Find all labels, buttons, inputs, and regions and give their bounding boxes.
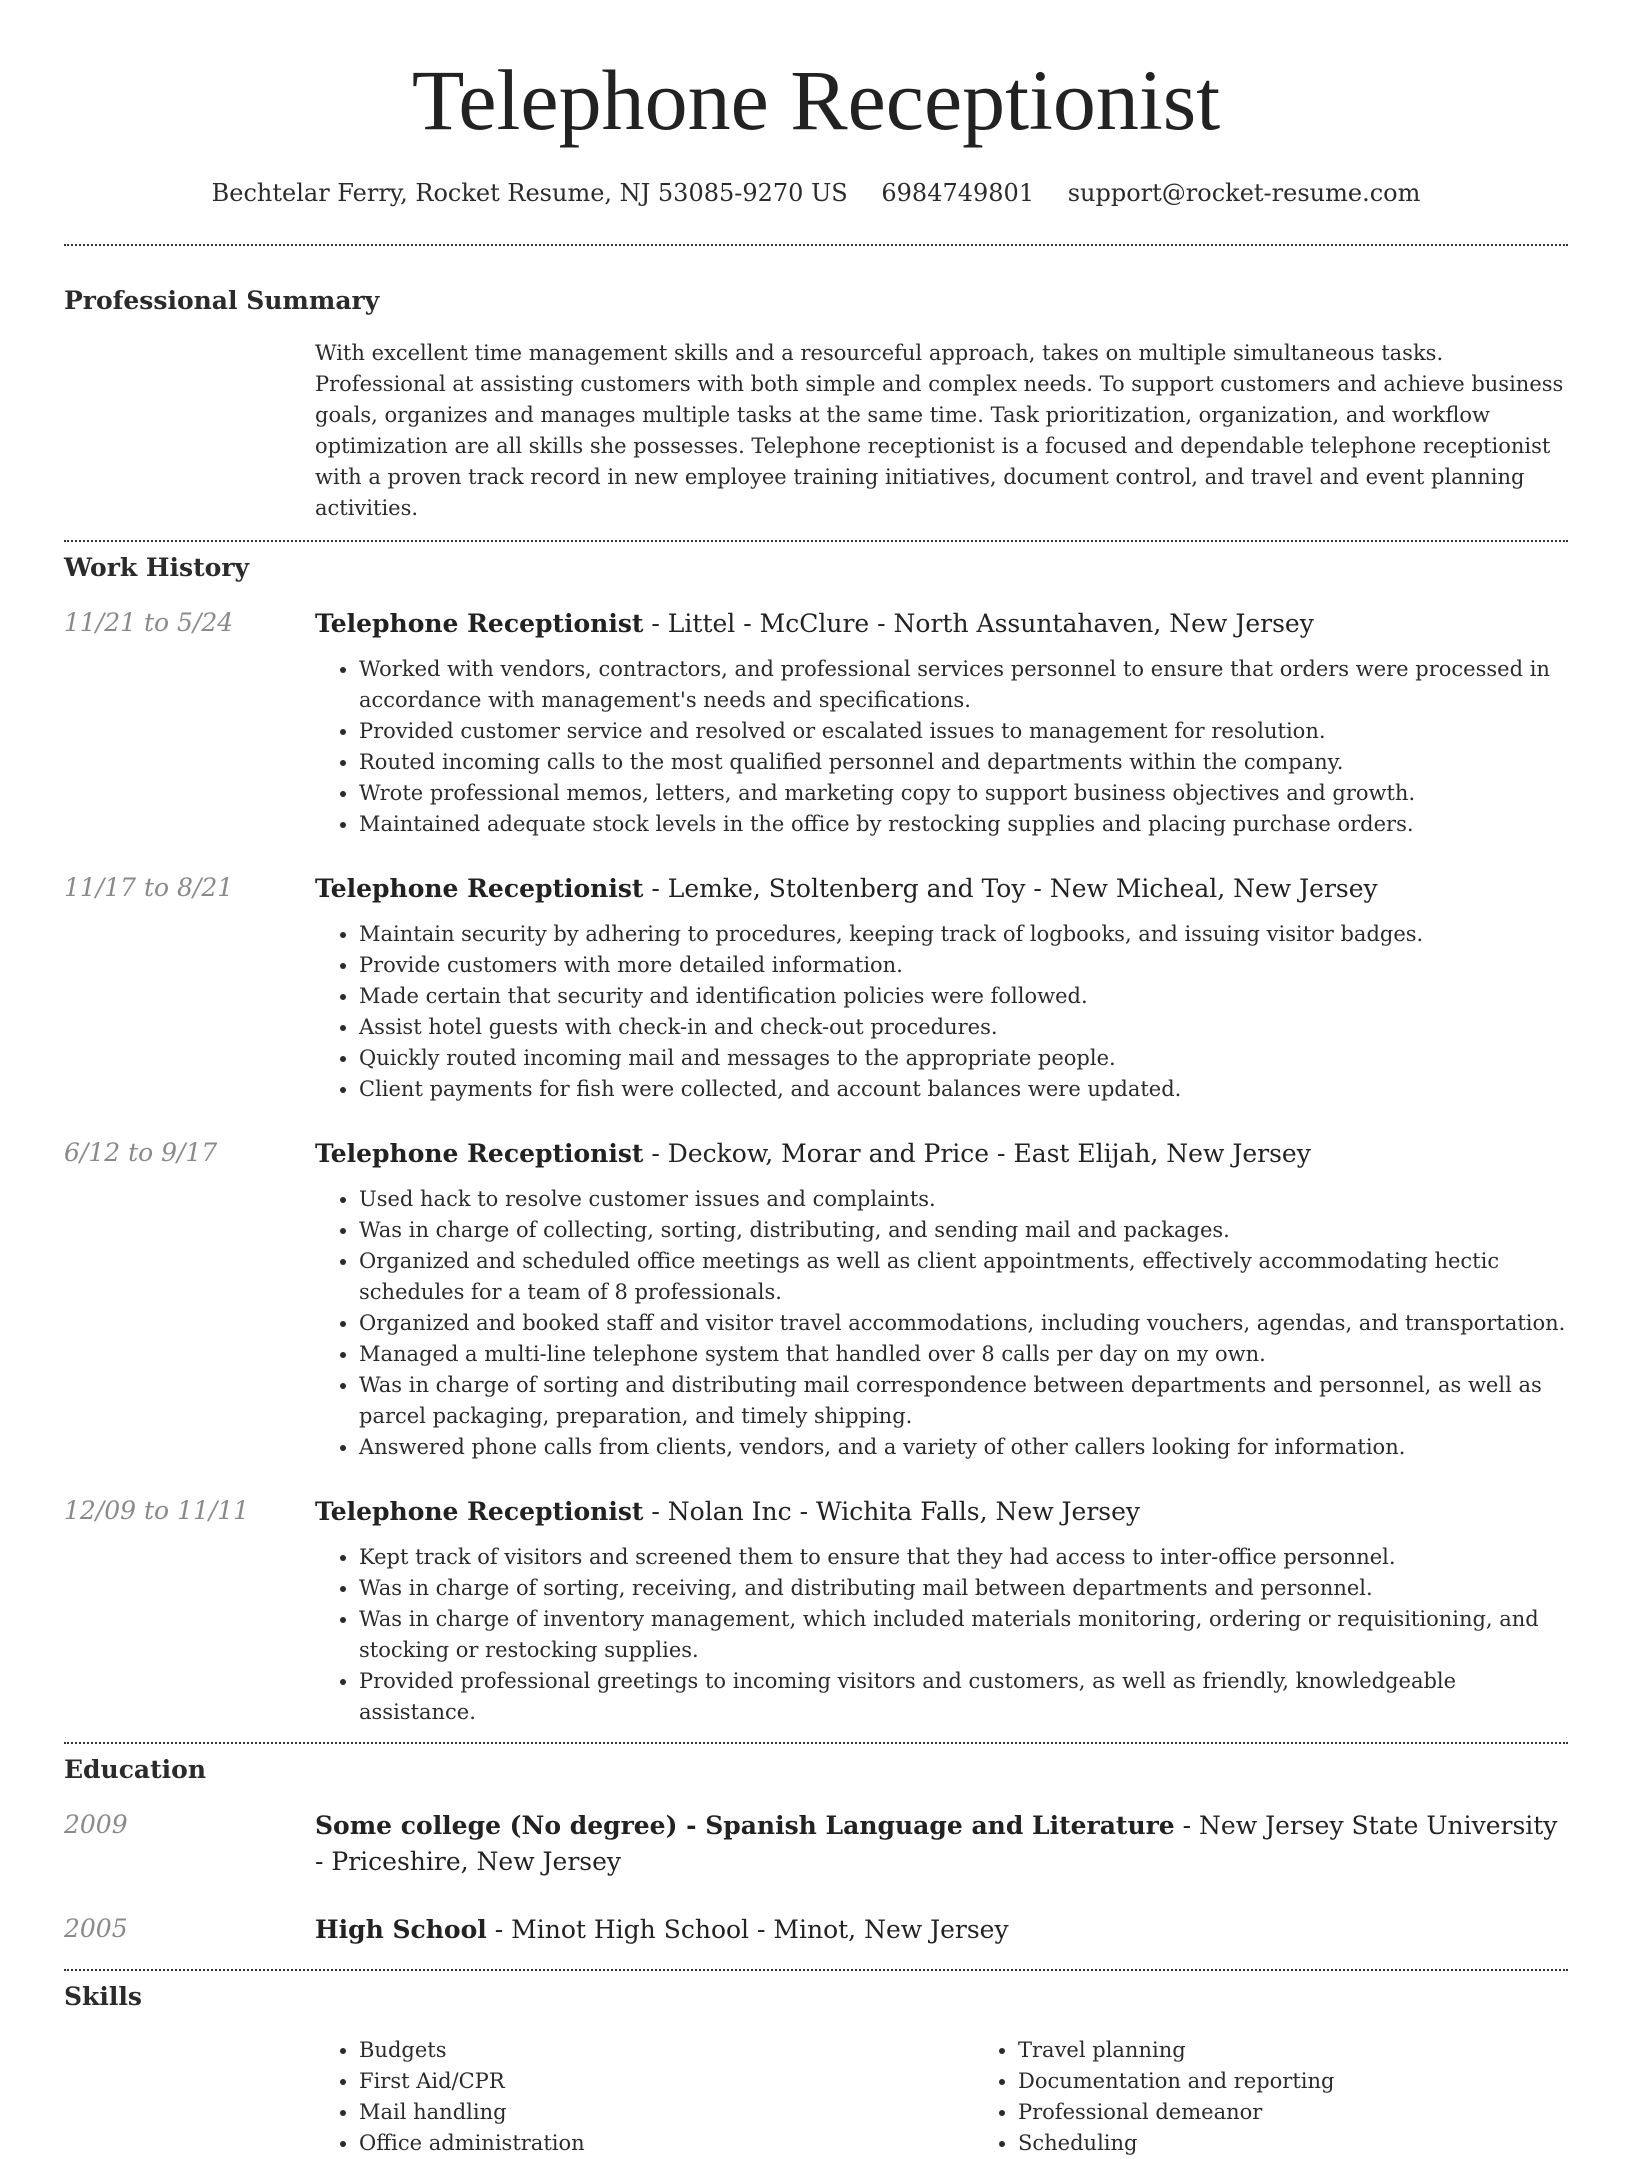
job-entry bbox=[0, 1494, 1632, 1728]
education-school: - Minot High School - Minot, New Jersey bbox=[486, 1915, 1009, 1944]
summary-text: With excellent time management skills and a resourceful approach, takes on multiple simultaneous tasks. Professional at assisting customers with both simple and complex needs. To support customers and achieve business goals, organizes and manages multiple tasks at the same time. Task prioritization, organization, and workflow optimization are all skills she possesses. Telephone receptionist is a focused and dependable telephone receptionist with a proven track record in new employee training initiatives, document control, and travel and event planning activities. bbox=[315, 341, 1564, 520]
education-title bbox=[315, 1808, 1568, 1880]
divider bbox=[64, 244, 1568, 246]
job-dates: 6/12 to 9/17 bbox=[64, 1138, 218, 1167]
job-role: Telephone Receptionist bbox=[315, 1139, 644, 1168]
skill-item: • Scheduling bbox=[1018, 2128, 1632, 2159]
skill-item: • Mail handling bbox=[359, 2097, 974, 2128]
contact-address: Bechtelar Ferry, Rocket Resume, NJ 53085-9270 US bbox=[211, 179, 848, 207]
list-item: • Quickly routed incoming mail and messages to the appropriate people. bbox=[359, 1043, 1568, 1074]
job-bullets bbox=[315, 1184, 1568, 1463]
job-bullets bbox=[315, 1542, 1568, 1728]
education-year: 2005 bbox=[64, 1914, 128, 1943]
skills-list-right bbox=[974, 2035, 1632, 2159]
skill-item: • Professional demeanor bbox=[1018, 2097, 1632, 2128]
education-degree: Some college (No degree) - Spanish Language and Literature bbox=[315, 1811, 1175, 1840]
job-bullets bbox=[315, 654, 1568, 840]
job-role: Telephone Receptionist bbox=[315, 1497, 644, 1526]
education-entry bbox=[0, 1912, 1632, 1948]
list-item: • Maintained adequate stock levels in the office by restocking supplies and placing purchase orders. bbox=[359, 809, 1568, 840]
job-employer: - Littel - McClure - North Assuntahaven, New Jersey bbox=[643, 609, 1314, 638]
skills-grid bbox=[315, 2035, 1632, 2159]
job-employer: - Nolan Inc - Wichita Falls, New Jersey bbox=[643, 1497, 1141, 1526]
education-degree: High School bbox=[315, 1915, 487, 1944]
list-item: • Was in charge of sorting and distributing mail correspondence between departments and personnel, as well as parcel packaging, preparation, and timely shipping. bbox=[359, 1370, 1568, 1432]
skills-list-left bbox=[315, 2035, 974, 2159]
candidate-name: Telephone Receptionist bbox=[411, 52, 1221, 148]
list-item: • Was in charge of sorting, receiving, and distributing mail between departments and personnel. bbox=[359, 1573, 1568, 1604]
list-item: • Organized and scheduled office meetings as well as client appointments, effectively accommodating hectic schedules for a team of 8 professionals. bbox=[359, 1246, 1568, 1308]
list-item: • Routed incoming calls to the most qualified personnel and departments within the company. bbox=[359, 747, 1568, 778]
list-item: • Assist hotel guests with check-in and check-out procedures. bbox=[359, 1012, 1568, 1043]
job-dates: 11/17 to 8/21 bbox=[64, 873, 234, 902]
list-item: • Provided customer service and resolved or escalated issues to management for resolution. bbox=[359, 716, 1568, 747]
job-employer: - Deckow, Morar and Price - East Elijah, New Jersey bbox=[643, 1139, 1311, 1168]
section-title-work-history: Work History bbox=[64, 553, 250, 582]
divider bbox=[64, 540, 1568, 542]
contact-phone: 6984749801 bbox=[881, 179, 1035, 207]
section-title-education: Education bbox=[64, 1755, 207, 1784]
list-item: • Maintain security by adhering to procedures, keeping track of logbooks, and issuing visitor badges. bbox=[359, 919, 1568, 950]
skill-item: • Documentation and reporting bbox=[1018, 2066, 1632, 2097]
list-item: • Wrote professional memos, letters, and marketing copy to support business objectives and growth. bbox=[359, 778, 1568, 809]
list-item: • Worked with vendors, contractors, and professional services personnel to ensure that orders were processed in accordance with management's needs and specifications. bbox=[359, 654, 1568, 716]
list-item: • Provide customers with more detailed information. bbox=[359, 950, 1568, 981]
divider bbox=[64, 1969, 1568, 1971]
job-title bbox=[315, 606, 1568, 642]
section-title-skills: Skills bbox=[64, 1982, 142, 2011]
education-year: 2009 bbox=[64, 1810, 128, 1839]
job-entry bbox=[0, 1136, 1632, 1463]
skill-item: • Travel planning bbox=[1018, 2035, 1632, 2066]
list-item: • Was in charge of inventory management, which included materials monitoring, ordering or requisitioning, and stocking or restocking supplies. bbox=[359, 1604, 1568, 1666]
job-employer: - Lemke, Stoltenberg and Toy - New Micheal, New Jersey bbox=[643, 874, 1378, 903]
divider bbox=[64, 1742, 1568, 1744]
contact-email: support@rocket-resume.com bbox=[1067, 179, 1421, 207]
job-role: Telephone Receptionist bbox=[315, 874, 644, 903]
skill-item: • First Aid/CPR bbox=[359, 2066, 974, 2097]
education-entry bbox=[0, 1808, 1632, 1880]
list-item: • Managed a multi-line telephone system that handled over 8 calls per day on my own. bbox=[359, 1339, 1568, 1370]
list-item: • Made certain that security and identification policies were followed. bbox=[359, 981, 1568, 1012]
resume-header bbox=[0, 0, 1632, 208]
education-title bbox=[315, 1912, 1568, 1948]
list-item: • Provided professional greetings to incoming visitors and customers, as well as friendly, knowledgeable assistance. bbox=[359, 1666, 1568, 1728]
job-dates: 11/21 to 5/24 bbox=[64, 608, 234, 637]
job-role: Telephone Receptionist bbox=[315, 609, 644, 638]
job-dates: 12/09 to 11/11 bbox=[64, 1496, 250, 1525]
education-school: - New Jersey State University - Priceshire, New Jersey bbox=[315, 1811, 1558, 1876]
list-item: • Client payments for fish were collected, and account balances were updated. bbox=[359, 1074, 1568, 1105]
list-item: • Answered phone calls from clients, vendors, and a variety of other callers looking for information. bbox=[359, 1432, 1568, 1463]
job-bullets bbox=[315, 919, 1568, 1105]
contact-line bbox=[0, 178, 1632, 208]
list-item: • Was in charge of collecting, sorting, distributing, and sending mail and packages. bbox=[359, 1215, 1568, 1246]
skill-item: • Budgets bbox=[359, 2035, 974, 2066]
job-entry bbox=[0, 606, 1632, 840]
skill-item: • Office administration bbox=[359, 2128, 974, 2159]
list-item: • Kept track of visitors and screened them to ensure that they had access to inter-office personnel. bbox=[359, 1542, 1568, 1573]
job-entry bbox=[0, 871, 1632, 1105]
section-title-summary: Professional Summary bbox=[64, 286, 380, 315]
list-item: • Used hack to resolve customer issues and complaints. bbox=[359, 1184, 1568, 1215]
job-title bbox=[315, 1494, 1568, 1530]
job-title bbox=[315, 871, 1568, 907]
job-title bbox=[315, 1136, 1568, 1172]
list-item: • Organized and booked staff and visitor travel accommodations, including vouchers, agendas, and transportation. bbox=[359, 1308, 1568, 1339]
